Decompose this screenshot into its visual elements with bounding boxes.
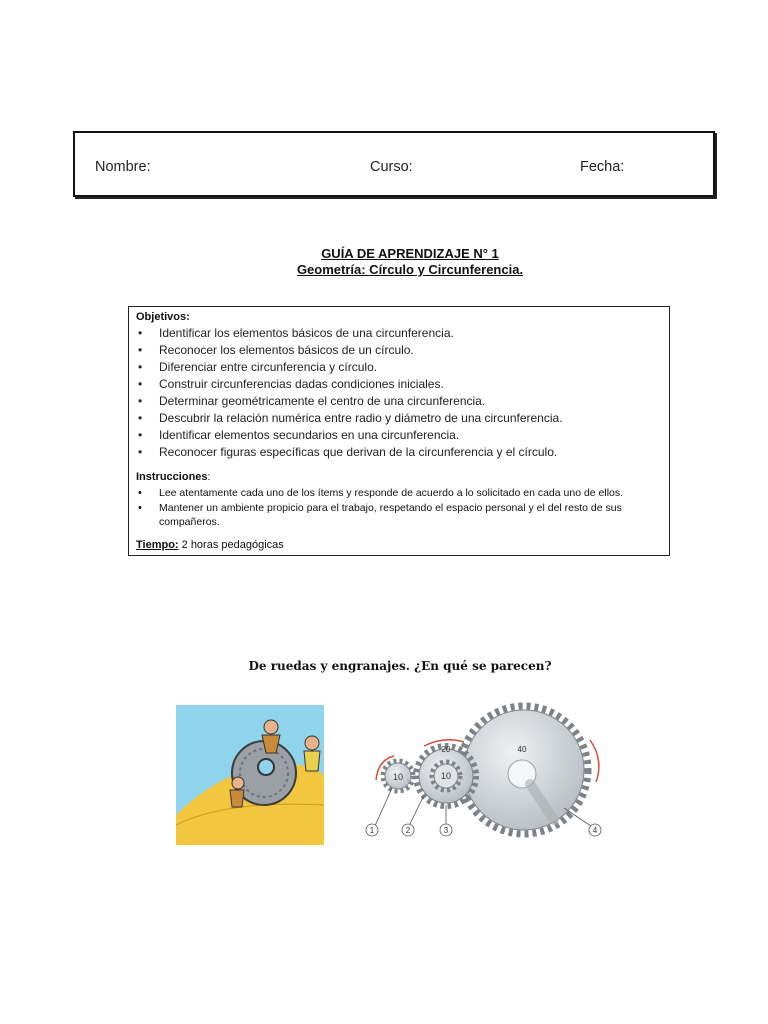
list-item: • Construir circunferencias dadas condiciones iniciales. <box>136 376 661 393</box>
tiempo-label: Tiempo: <box>136 538 179 551</box>
callout-2: 2 <box>405 826 411 835</box>
caveman-top <box>262 720 280 753</box>
large-gear-teeth: 40 <box>517 745 527 754</box>
student-info-box <box>73 131 715 197</box>
cavemen-wheel-illustration <box>176 705 324 845</box>
list-item: • Descubrir la relación numérica entre radio y diámetro de una circunferencia. <box>136 410 661 427</box>
caveman-right <box>304 736 320 771</box>
list-item: • Diferenciar entre circunferencia y círculo. <box>136 359 661 376</box>
callout-4: 4 <box>592 826 598 835</box>
guide-title <box>200 246 620 278</box>
guide-title-line1: GUÍA DE APRENDIZAJE N° 1 <box>321 246 499 261</box>
gears-diagram <box>364 700 614 846</box>
objetivos-list <box>136 325 661 461</box>
list-item: • Determinar geométricamente el centro de una circunferencia. <box>136 393 661 410</box>
instrucciones-list <box>136 486 661 530</box>
callout-3: 3 <box>443 826 449 835</box>
nombre-label: Nombre: <box>95 159 151 175</box>
instrucciones-heading: Instrucciones: <box>136 471 211 483</box>
objectives-box <box>128 306 670 556</box>
instrucciones-heading-text: Instrucciones <box>136 471 208 483</box>
large-gear <box>460 706 588 834</box>
caveman-left <box>230 777 244 807</box>
middle-gear-teeth-inner: 10 <box>440 771 452 781</box>
guide-title-line2: Geometría: Círculo y Circunferencia. <box>296 262 524 277</box>
list-item: • Reconocer los elementos básicos de un círculo. <box>136 342 661 359</box>
list-item: • Identificar los elementos básicos de una circunferencia. <box>136 325 661 342</box>
question-heading: De ruedas y engranajes. ¿En qué se parecen? <box>248 659 552 673</box>
list-item: • Mantener un ambiente propicio para el trabajo, respetando el espacio personal y el del resto de sus compañeros. <box>136 501 661 530</box>
curso-label: Curso: <box>370 159 413 175</box>
objetivos-heading: Objetivos: <box>136 311 190 323</box>
list-item: • Identificar elementos secundarios en una circunferencia. <box>136 427 661 444</box>
fecha-label: Fecha: <box>580 159 625 175</box>
tiempo-line <box>136 539 661 552</box>
small-gear-teeth: 10 <box>392 772 404 782</box>
list-item: • Lee atentamente cada uno de los ítems y responde de acuerdo a lo solicitado en cada uno de ellos. <box>136 486 661 501</box>
list-item: • Reconocer figuras específicas que derivan de la circunferencia y el círculo. <box>136 444 661 461</box>
tiempo-value: 2 horas pedagógicas <box>181 538 284 551</box>
callout-1: 1 <box>369 826 375 835</box>
middle-gear-teeth-outer: 20 <box>441 745 451 754</box>
rotation-arrow-right <box>590 740 599 782</box>
